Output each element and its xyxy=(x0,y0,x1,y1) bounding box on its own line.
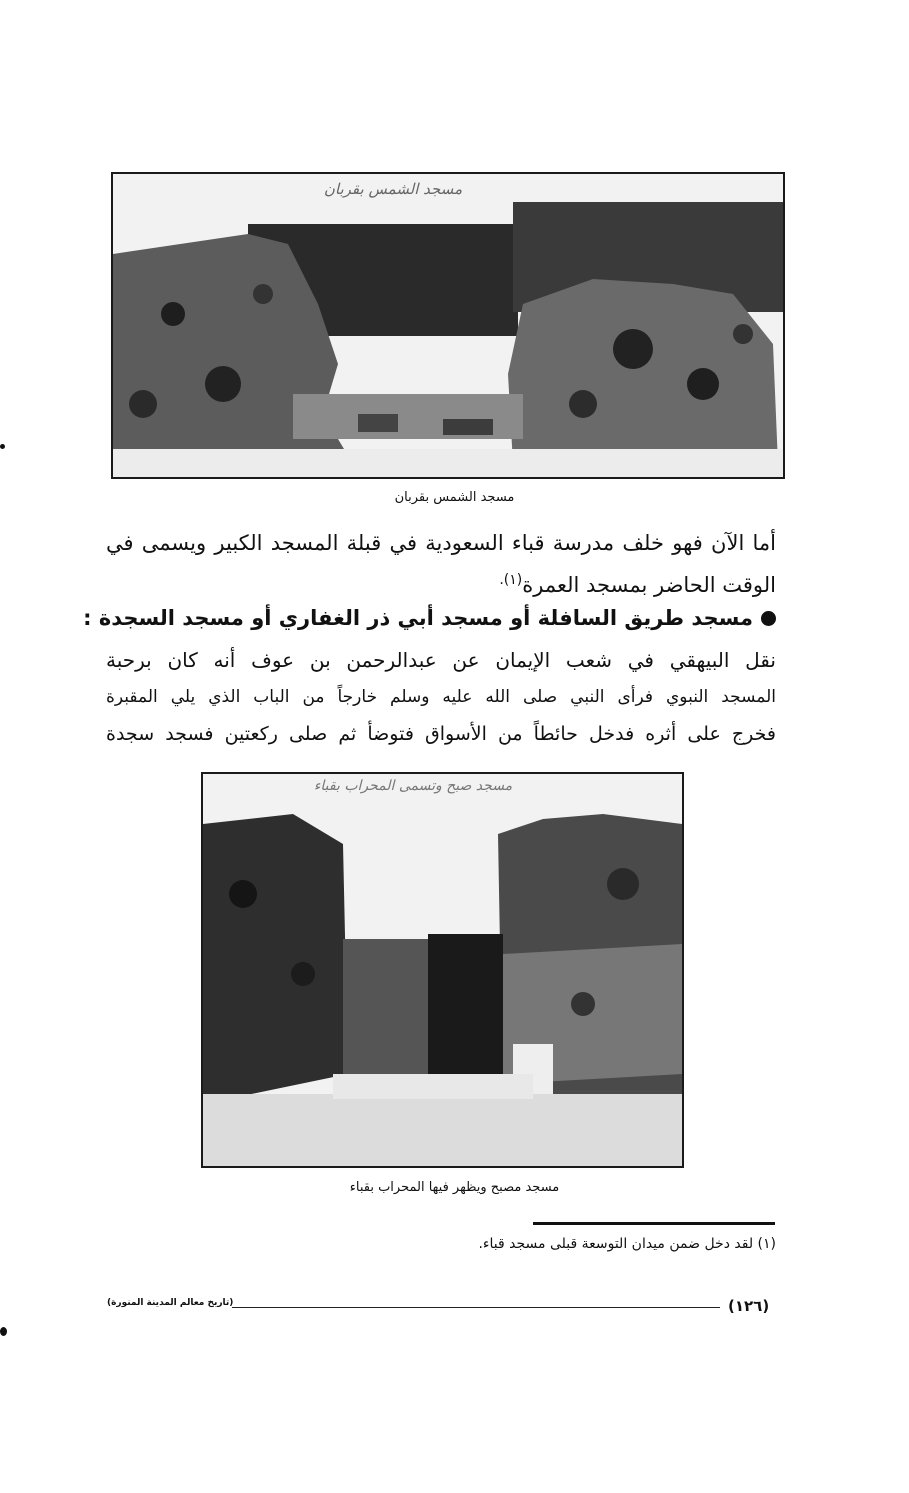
bullet-icon xyxy=(761,611,776,626)
paragraph-2-line-3: فخرج على أثره فدخل حائطاً من الأسواق فتوضأ ثم صلى ركعتين فسجد سجدة xyxy=(106,723,776,745)
footnote-1: (١) لقد دخل ضمن ميدان التوسعة قبلى مسجد قباء. xyxy=(478,1236,776,1252)
paragraph-2-line-1: نقل البيهقي في شعب الإيمان عن عبدالرحمن بن عوف أنه كان برحبة xyxy=(106,648,776,672)
scan-mark xyxy=(0,1327,7,1336)
photo-mosque-misbah xyxy=(201,772,684,1168)
photo-mosque-misbah-handwriting: مسجد صبح وتسمى المحراب بقباء xyxy=(313,778,513,794)
photo-mosque-shams xyxy=(111,172,785,479)
caption-photo-2: مسجد مصبح ويظهر فيها المحراب بقباء xyxy=(349,1180,560,1195)
paragraph-2 xyxy=(106,642,776,753)
photo-mosque-shams-handwriting: مسجد الشمس بقربان xyxy=(323,180,463,198)
photo-mosque-shams-image xyxy=(113,174,783,477)
photo-mosque-misbah-image xyxy=(203,774,682,1166)
section-heading-text: مسجد طريق السافلة أو مسجد أبي ذر الغفاري أو مسجد السجدة : xyxy=(83,606,753,630)
section-heading xyxy=(83,600,776,637)
footnote-rule xyxy=(533,1222,775,1225)
footer-book-title: (تاريخ معالم المدينة المنورة) xyxy=(107,1298,234,1308)
page-number: (١٢٦) xyxy=(728,1297,770,1315)
paragraph-2-line-2: المسجد النبوي فرأى النبي صلى الله عليه وسلم خارجاً من الباب الذي يلي المقبرة xyxy=(106,687,776,707)
caption-photo-1: مسجد الشمس بقربان xyxy=(394,490,515,505)
paragraph-1-line-2-text: الوقت الحاضر بمسجد العمرة xyxy=(522,573,776,597)
paragraph-1-line-2 xyxy=(106,562,776,604)
paragraph-1 xyxy=(106,525,776,604)
footer-divider xyxy=(232,1307,720,1308)
footnote-ref-1: (١). xyxy=(499,572,523,588)
paragraph-1-line-1: أما الآن فهو خلف مدرسة قباء السعودية في قبلة المسجد الكبير ويسمى في xyxy=(106,531,776,555)
scan-mark xyxy=(0,444,5,449)
